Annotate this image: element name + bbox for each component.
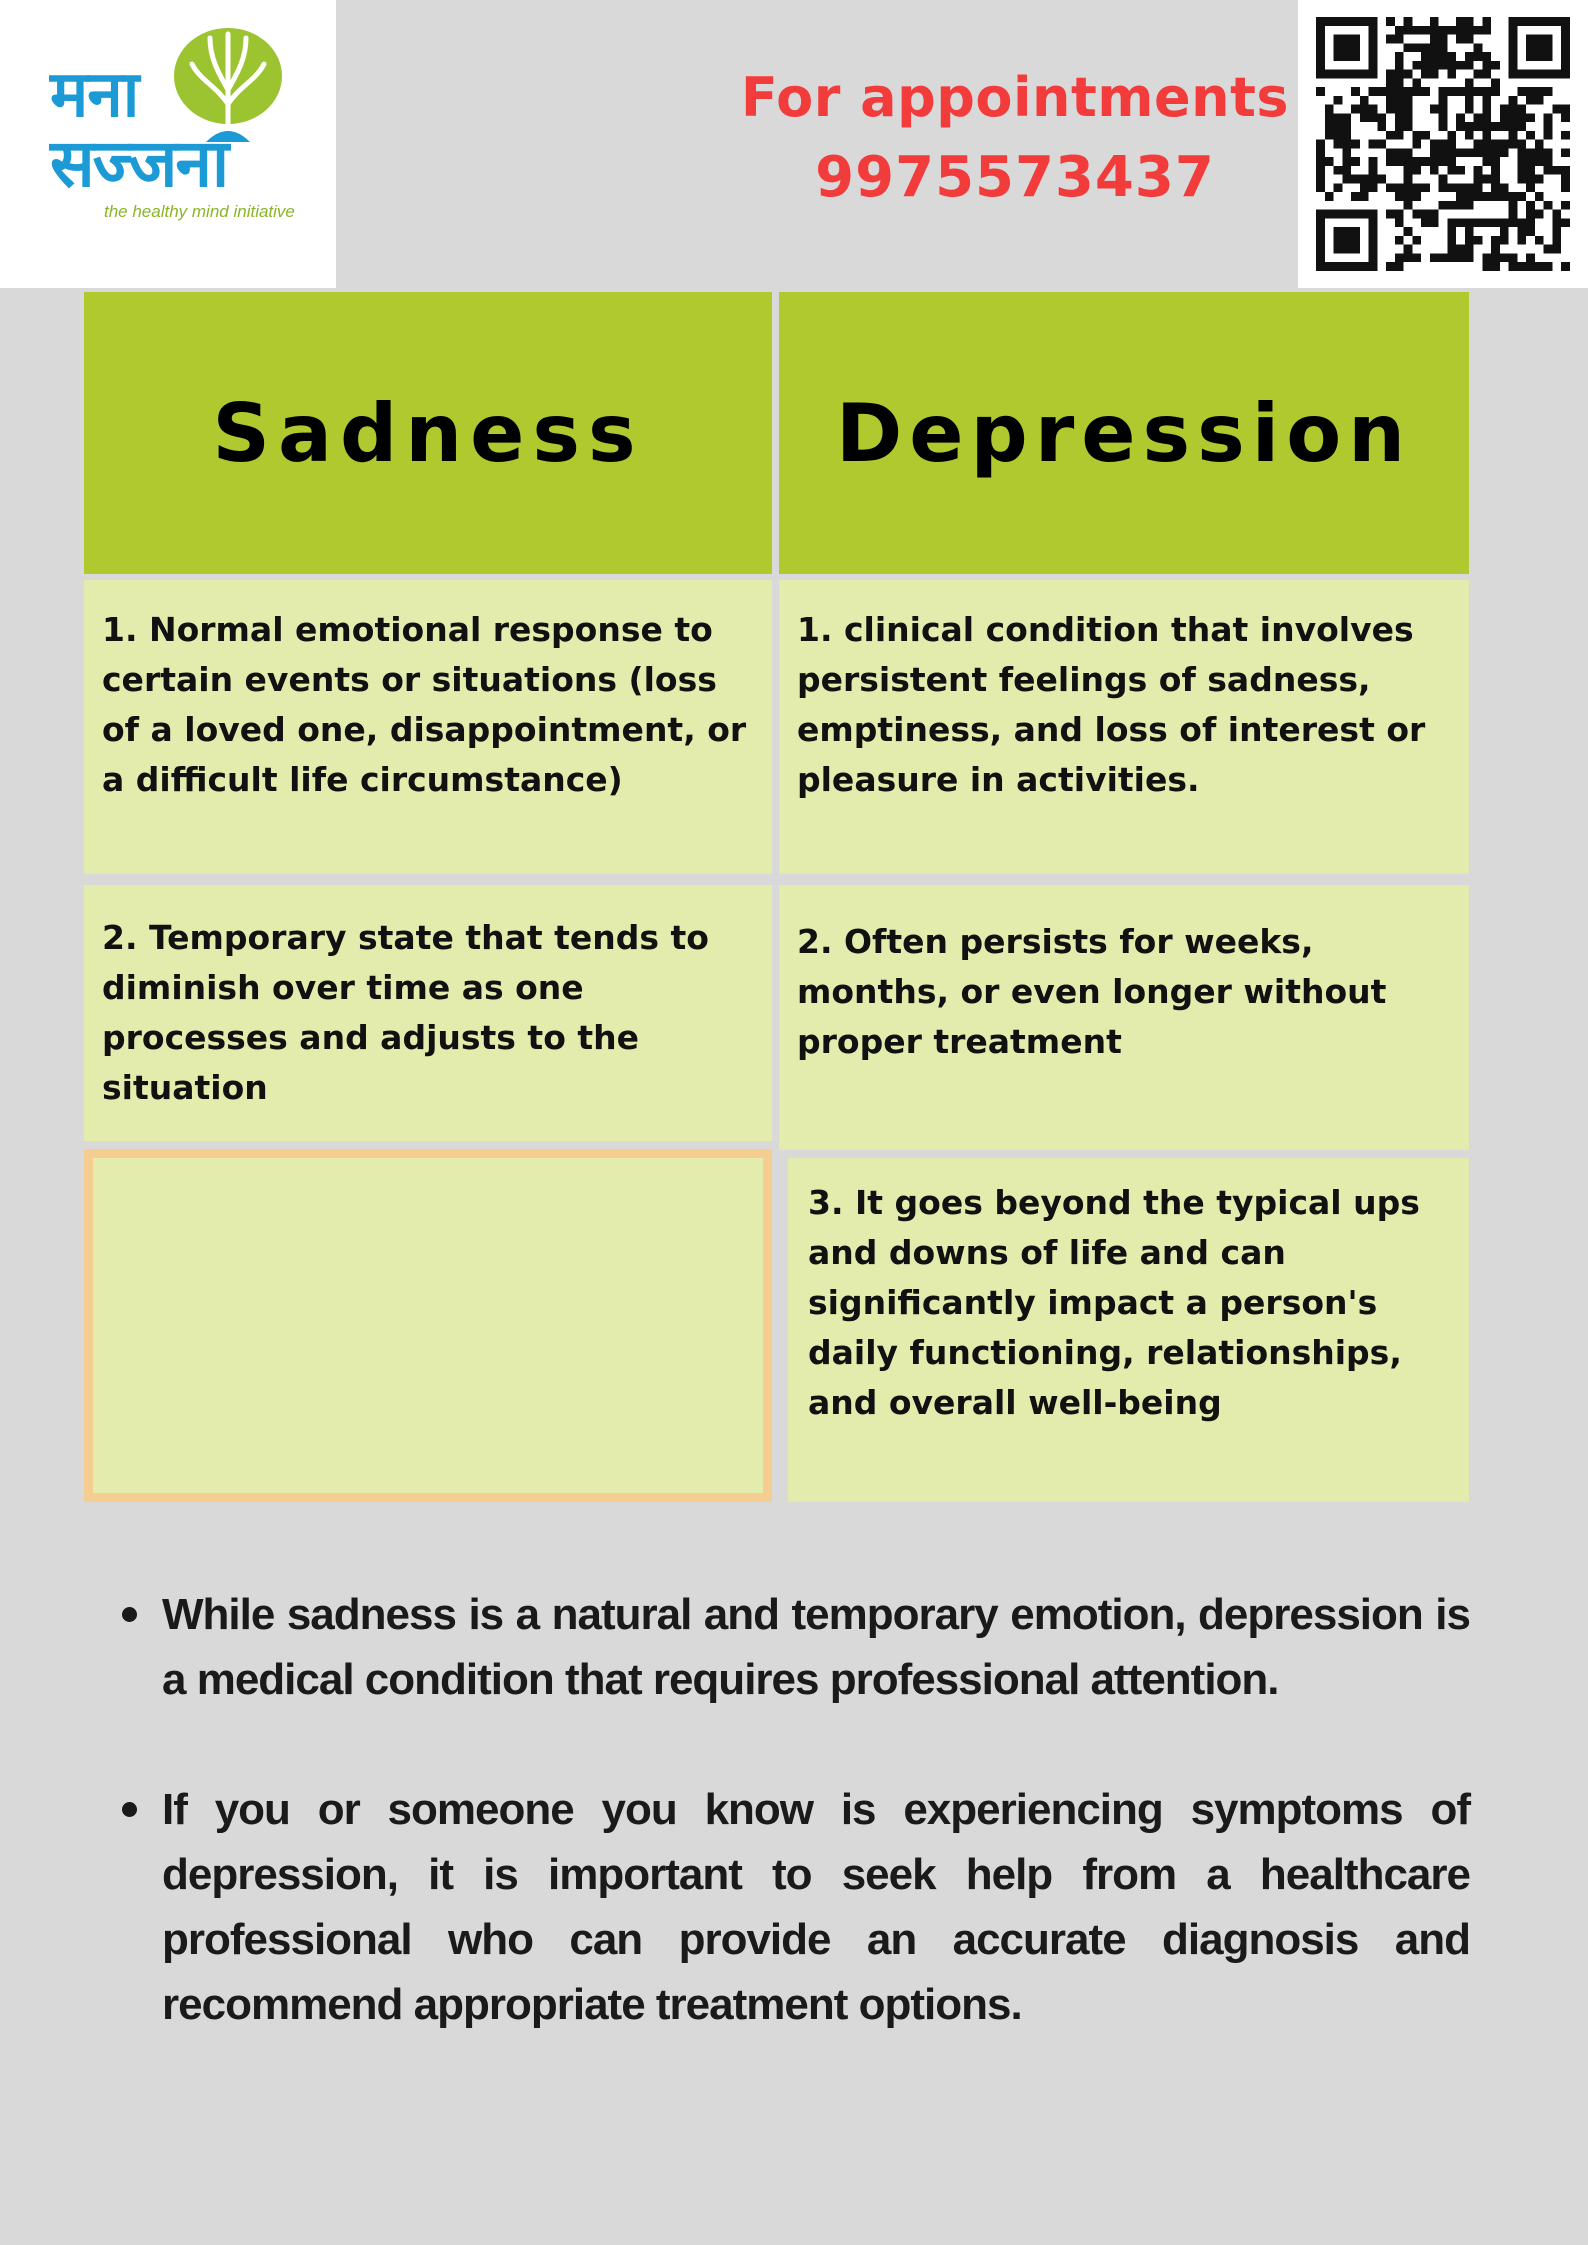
- bullet-icon: [122, 1802, 137, 1817]
- note-item: [118, 1582, 1470, 1712]
- notes-list: [118, 1582, 1470, 2102]
- logo-tagline: the healthy mind initiative: [104, 202, 295, 221]
- header-sadness: Sadness: [84, 292, 772, 574]
- depression-point-3: 3. It goes beyond the typical ups and downs of life and can significantly impact a person's daily functioning, relationships, and overall well-being: [788, 1158, 1469, 1502]
- sadness-point-1: 1. Normal emotional response to certain events or situations (loss of a loved one, disappointment, or a difficult life circumstance): [84, 580, 772, 874]
- note-item: [118, 1777, 1470, 2037]
- qr-code: [1298, 0, 1588, 288]
- bullet-icon: [122, 1607, 137, 1622]
- logo: [0, 0, 336, 288]
- sadness-empty-cell: [84, 1149, 772, 1502]
- logo-line-1: मना: [50, 58, 139, 132]
- note-text: If you or someone you know is experiencing symptoms of depression, it is important to seek help from a healthcare professional who can provide an accurate diagnosis and recommend appropriate treatment options.: [162, 1785, 1470, 2029]
- logo-wordmark: [50, 58, 290, 203]
- logo-line-2: सज्जना: [50, 125, 228, 203]
- appointment-phone: 9975573437: [815, 145, 1215, 210]
- depression-point-2: 2. Often persists for weeks, months, or even longer without proper treatment: [779, 885, 1469, 1150]
- sadness-point-2: 2. Temporary state that tends to diminish over time as one processes and adjusts to the situation: [84, 885, 772, 1141]
- note-text: While sadness is a natural and temporary emotion, depression is a medical condition that requires professional attention.: [162, 1590, 1470, 1704]
- header-depression: Depression: [779, 292, 1469, 574]
- appointment-label: For appointments: [740, 66, 1290, 129]
- qr-code-icon: [1316, 16, 1570, 272]
- appointment-info: [720, 58, 1310, 218]
- depression-point-1: 1. clinical condition that involves persistent feelings of sadness, emptiness, and loss of interest or pleasure in activities.: [779, 580, 1469, 874]
